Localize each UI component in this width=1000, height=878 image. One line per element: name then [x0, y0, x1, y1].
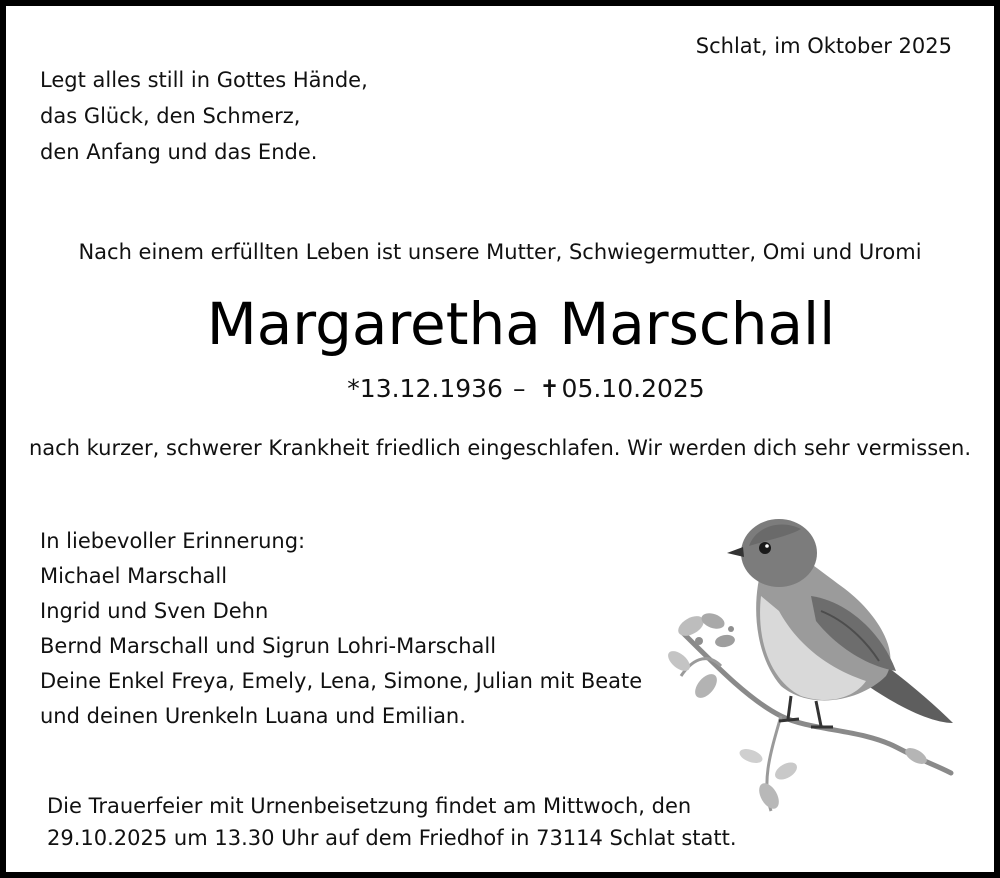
birth-symbol: * — [347, 374, 360, 403]
intro-text: Nach einem erfüllten Leben ist unsere Mutter, Schwiegermutter, Omi und Uromi — [78, 240, 922, 264]
mourner-line: Deine Enkel Freya, Emely, Lena, Simone, Julian mit Beate — [40, 669, 643, 693]
mourner-line: Bernd Marschall und Sigrun Lohri-Marschall — [40, 634, 497, 658]
funeral-line: Die Trauerfeier mit Urnenbeisetzung findet am Mittwoch, den — [47, 794, 692, 818]
verse-line: das Glück, den Schmerz, — [40, 104, 301, 128]
deceased-name: Margaretha Marschall — [206, 290, 836, 358]
verse-line: Legt alles still in Gottes Hände, — [40, 68, 368, 92]
funeral-info — [47, 790, 737, 854]
mourner-line: Ingrid und Sven Dehn — [40, 599, 269, 623]
mourner-line: und deinen Urenkeln Luana und Emilian. — [40, 704, 466, 728]
cross-icon: ✝ — [539, 375, 560, 403]
date-separator: – — [512, 374, 526, 403]
verse — [40, 62, 368, 170]
mourners-list — [40, 524, 642, 734]
life-dates — [6, 374, 1000, 403]
funeral-line: 29.10.2025 um 13.30 Uhr auf dem Friedhof in 73114 Schlat statt. — [47, 826, 737, 850]
death-date: 05.10.2025 — [561, 374, 705, 403]
mourners-heading: In liebevoller Erinnerung: — [40, 529, 306, 553]
verse-line: den Anfang und das Ende. — [40, 140, 318, 164]
birth-date: 13.12.1936 — [359, 374, 503, 403]
mourner-line: Michael Marschall — [40, 564, 228, 588]
robin-illustration — [661, 501, 961, 831]
place-date: Schlat, im Oktober 2025 — [695, 34, 952, 58]
closing-text: nach kurzer, schwerer Krankheit friedlich eingeschlafen. Wir werden dich sehr vermissen. — [28, 436, 972, 460]
